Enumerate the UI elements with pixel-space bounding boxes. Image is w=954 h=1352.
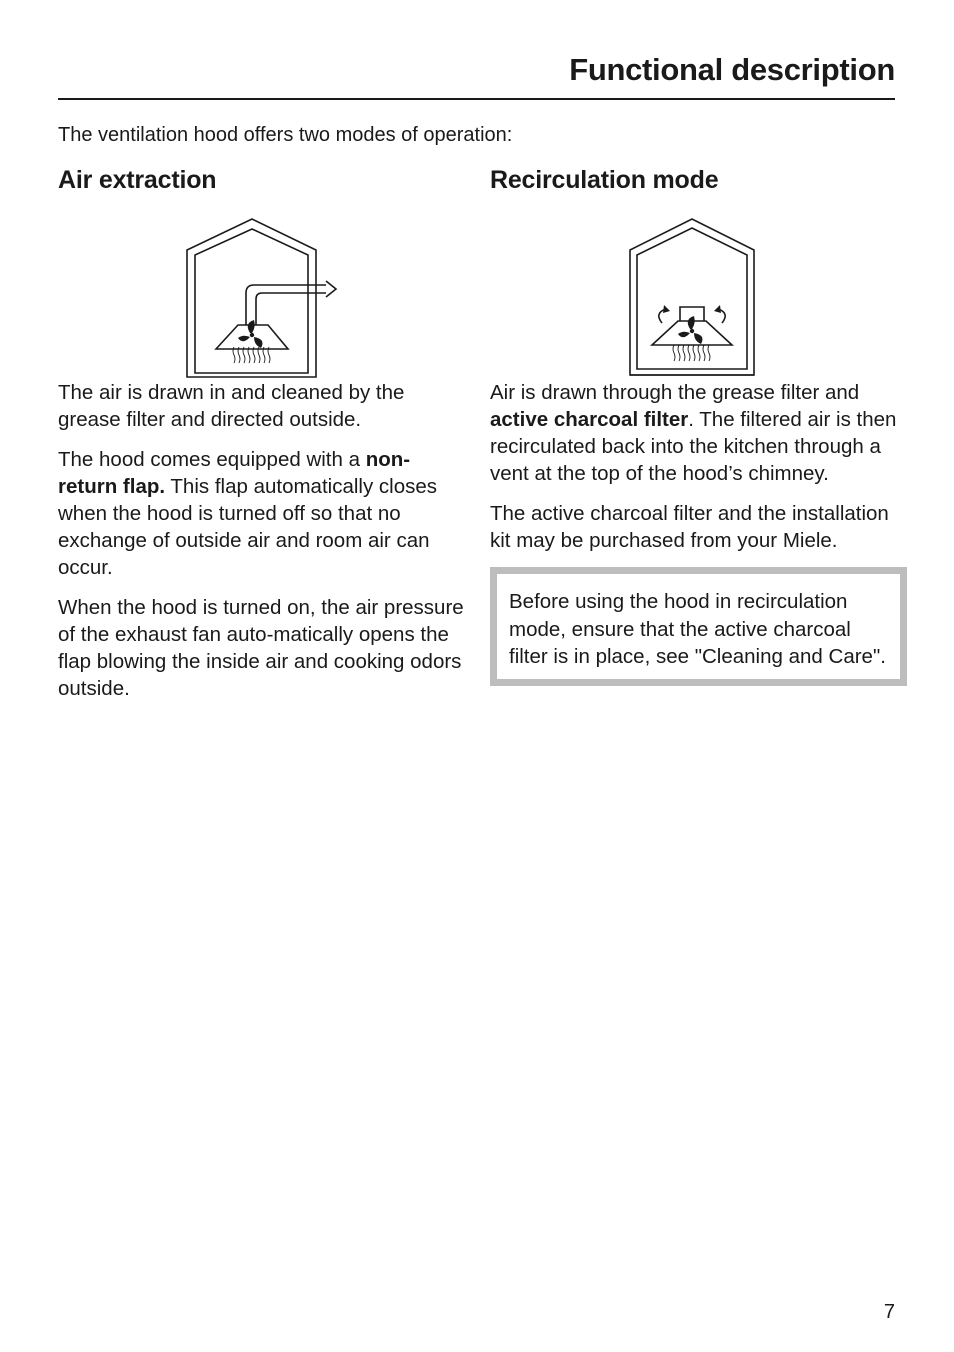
- page-number: 7: [883, 1301, 895, 1323]
- recirculation-section: [490, 166, 900, 686]
- notice-text: Before using the hood in recirculation mode, ensure that the active charcoal filter is in place, see "Cleaning and Care".: [509, 590, 886, 668]
- recirculation-heading: Recirculation mode: [490, 166, 719, 194]
- recirculation-hood-icon: [490, 195, 790, 379]
- air-extraction-p3: When the hood is turned on, the air pressure of the exhaust fan auto-matically opens the flap blowing the inside air and cooking odors outside.: [58, 596, 464, 700]
- title-divider: [58, 98, 895, 100]
- air-extraction-section: [58, 166, 468, 715]
- air-extraction-hood-icon: [58, 195, 358, 379]
- notice-box: [490, 567, 907, 686]
- page-title: Functional description: [569, 52, 895, 87]
- air-extraction-p2: The hood comes equipped with a non-return flap. This flap automatically closes when the hood is turned off so that no exchange of outside air and room air can occur.: [58, 448, 438, 579]
- recirculation-p1: Air is drawn through the grease filter and active charcoal filter. The filtered air is then recirculated back into the kitchen through a vent at the top of the hood’s chimney.: [490, 381, 897, 485]
- recirculation-p2: The active charcoal filter and the installation kit may be purchased from your Miele.: [490, 502, 889, 552]
- air-extraction-heading: Air extraction: [58, 166, 217, 194]
- intro-text: The ventilation hood offers two modes of operation:: [58, 124, 513, 146]
- air-extraction-p1: The air is drawn in and cleaned by the grease filter and directed outside.: [58, 381, 405, 431]
